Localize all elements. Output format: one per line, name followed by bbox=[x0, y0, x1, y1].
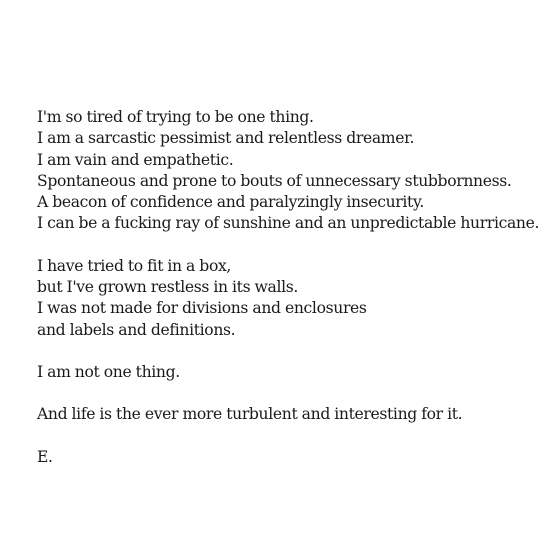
poem-line: I'm so tired of trying to be one thing. bbox=[37, 108, 314, 126]
signature: E. bbox=[37, 447, 53, 466]
poem-line: and labels and definitions. bbox=[37, 320, 236, 339]
poem-line: I am vain and empathetic. bbox=[37, 150, 234, 169]
poem-line: Spontaneous and prone to bouts of unnecessary stubbornness. bbox=[37, 171, 512, 190]
poem-line: I am not one thing. bbox=[37, 362, 180, 381]
stanza-3 bbox=[37, 362, 542, 383]
poem-line: I was not made for divisions and enclosures bbox=[37, 299, 367, 318]
poem-line: I have tried to fit in a box, bbox=[37, 256, 232, 275]
poem-line: And life is the ever more turbulent and interesting for it. bbox=[37, 405, 463, 424]
stanza-2 bbox=[37, 256, 542, 341]
poem-line: I can be a fucking ray of sunshine and an unpredictable hurricane. bbox=[37, 214, 540, 233]
poem-text bbox=[37, 107, 542, 468]
stanza-1 bbox=[37, 107, 542, 235]
poem-line: A beacon of confidence and paralyzingly insecurity. bbox=[37, 193, 424, 212]
poem-line: I am a sarcastic pessimist and relentless dreamer. bbox=[37, 129, 415, 148]
stanza-4 bbox=[37, 404, 542, 425]
poem-line: but I've grown restless in its walls. bbox=[37, 278, 299, 297]
